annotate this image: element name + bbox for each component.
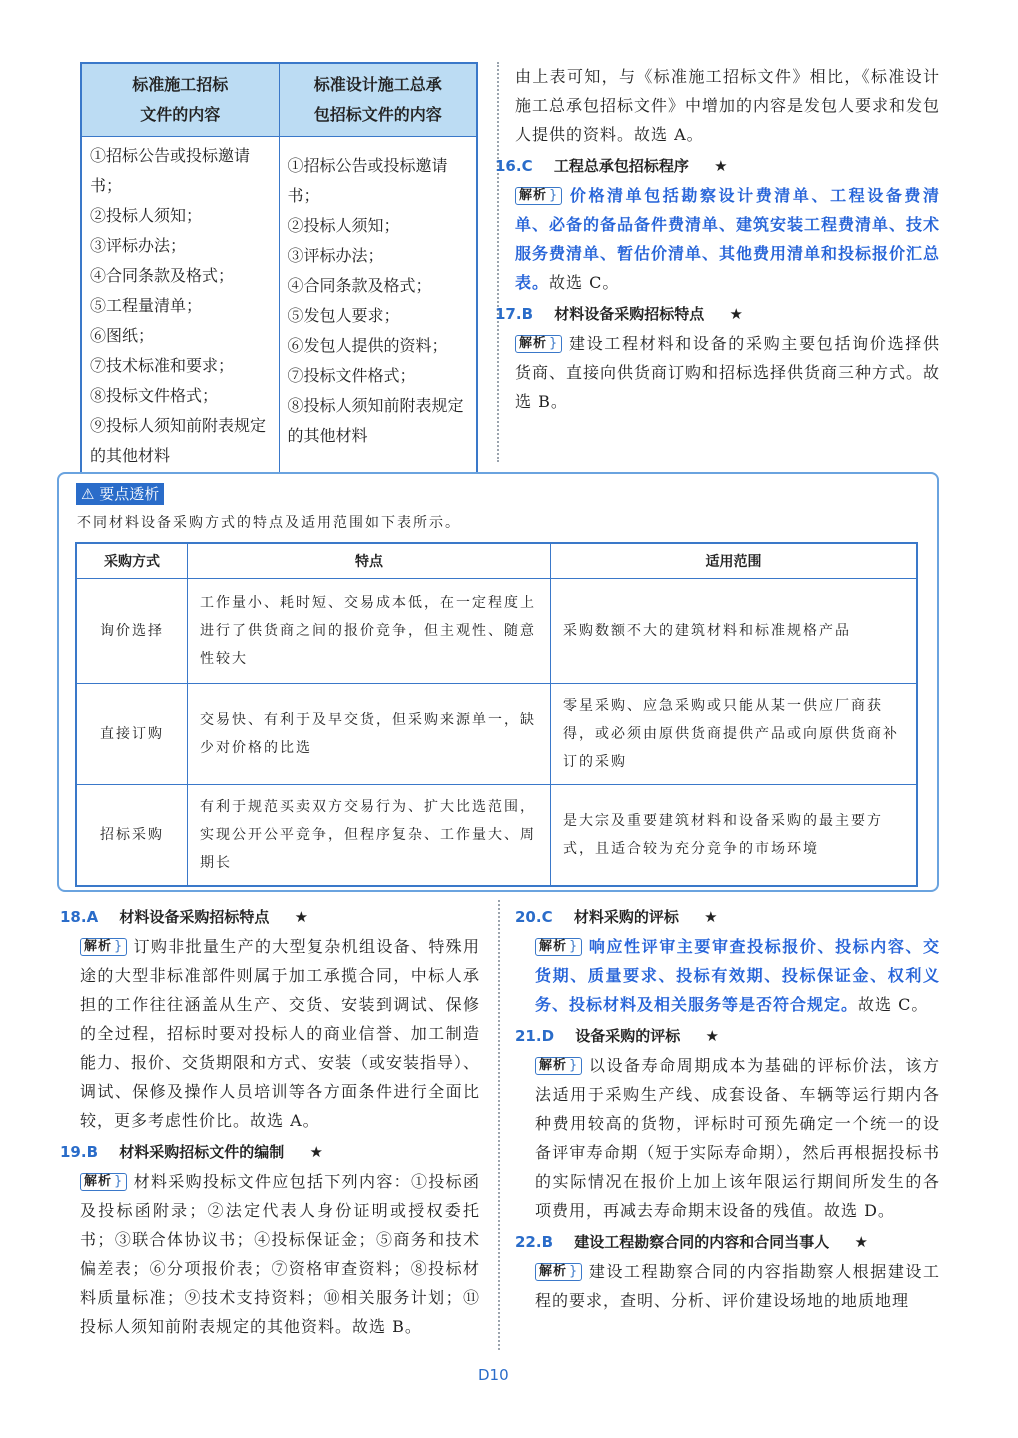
star-icon: ★	[309, 1143, 323, 1161]
answer-number: 18.A	[60, 908, 99, 926]
question-topic: 材料设备采购招标特点	[119, 908, 270, 926]
comparison-header-1	[81, 63, 279, 137]
analysis	[515, 329, 940, 416]
list-item: ⑥发包人提供的资料；	[287, 336, 448, 355]
question-16	[495, 151, 941, 297]
list-item: ③评标办法；	[90, 236, 187, 255]
question-topic: 设备采购的评标	[575, 1027, 681, 1045]
question-heading	[60, 1137, 480, 1167]
list-item: ⑨投标人须知前附表规定的其他材料	[90, 416, 267, 465]
analysis-tag: 解析 }	[515, 187, 562, 205]
answer-number: 19.B	[60, 1143, 99, 1161]
highlight-text: 价格清单包括勘察设计费清单、工程设备费清单、必备的备品备件费清单、建筑安装工程费清单、技术服务费清单、暂估价清单、其他费用清单和投标报价汇总表。	[515, 186, 941, 292]
list-item: ⑤工程量清单；	[90, 296, 203, 315]
header-line: 文件的内容	[140, 105, 221, 124]
question-heading	[60, 902, 480, 932]
answer-text: 建设工程勘察合同的内容指勘察人根据建设工程的要求，查明、分析、评价建设场地的地质地理	[535, 1262, 940, 1310]
answer-text: 故选 C。	[549, 273, 620, 292]
q15-conclusion: 由上表可知，与《标准施工招标文件》相比，《标准设计施工总承包招标文件》中增加的内容是发包人要求和发包人提供的资料。故选 A。	[515, 67, 941, 144]
analysis	[535, 1257, 940, 1315]
answer-text: 以设备寿命周期成本为基础的评标价法，该方法适用于采购生产线、成套设备、车辆等运行期内各种费用较高的货物，评标时可预先确定一个统一的设备评审寿命期（短于实际寿命期），然后再根据投标书的实际情况在报价上加上该年限运行期间所发生的各项费用，再减去寿命期末设备的残值。故选 D。	[535, 1056, 940, 1220]
comparison-col-1	[81, 137, 279, 477]
analysis	[80, 932, 480, 1135]
answer-number: 16.C	[495, 157, 533, 175]
question-19	[60, 1137, 480, 1341]
answers-top-right	[495, 62, 941, 418]
analysis-tag: 解析 }	[80, 1173, 127, 1191]
question-heading	[515, 902, 940, 932]
page-number: D10	[478, 1366, 509, 1384]
table-cell: 零星采购、应急采购或只能从某一供应厂商获得，或必须由原供货商提供产品或向原供货商补订的采购	[551, 684, 918, 785]
list-item: ③评标办法；	[287, 246, 384, 265]
column-divider	[498, 900, 500, 1350]
table-cell: 有利于规范买卖双方交易行为、扩大比选范围，实现公开公平竞争，但程序复杂、工作量大、周期长	[188, 785, 551, 887]
list-item: ④合同条款及格式；	[90, 266, 235, 285]
analysis-tag: 解析 }	[535, 938, 582, 956]
table-cell: 交易快、有利于及早交货，但采购来源单一，缺少对价格的比选	[188, 684, 551, 785]
comparison-col-2	[279, 137, 477, 477]
analysis	[535, 932, 940, 1019]
star-icon: ★	[704, 908, 718, 926]
list-item: ⑥图纸；	[90, 326, 155, 345]
table-cell: 招标采购	[76, 785, 188, 887]
analysis-tag: 解析 }	[535, 1057, 582, 1075]
header-line: 包招标文件的内容	[313, 105, 442, 124]
question-topic: 建设工程勘察合同的内容和合同当事人	[574, 1233, 830, 1251]
analysis	[535, 1051, 940, 1225]
analysis-tag: 解析 }	[515, 335, 562, 353]
list-item: ①招标公告或投标邀请书；	[287, 156, 448, 205]
comparison-table	[80, 62, 478, 477]
table-header: 特点	[188, 543, 551, 579]
question-heading	[495, 151, 940, 181]
question-heading	[515, 1227, 940, 1257]
analysis	[515, 181, 940, 297]
answer-number: 22.B	[515, 1233, 554, 1251]
answer-number: 20.C	[515, 908, 553, 926]
question-heading	[515, 1021, 940, 1051]
table-cell: 采购数额不大的建筑材料和标准规格产品	[551, 579, 918, 684]
answer-number: 17.B	[495, 305, 534, 323]
key-points-badge	[76, 483, 164, 505]
list-item: ④合同条款及格式；	[287, 276, 432, 295]
star-icon: ★	[705, 1027, 719, 1045]
star-icon: ★	[729, 305, 743, 323]
table-cell: 询价选择	[76, 579, 188, 684]
table-cell: 直接订购	[76, 684, 188, 785]
list-item: ⑤发包人要求；	[287, 306, 400, 325]
question-21	[515, 1021, 940, 1225]
comparison-section	[80, 62, 480, 477]
analysis-tag: 解析 }	[80, 938, 127, 956]
answers-bottom-left	[60, 902, 481, 1343]
question-topic: 材料采购招标文件的编制	[119, 1143, 285, 1161]
question-topic: 材料采购的评标	[573, 908, 679, 926]
table-cell: 工作量小、耗时短、交易成本低，在一定程度上进行了供货商之间的报价竞争，但主观性、随意性较大	[188, 579, 551, 684]
table-cell: 是大宗及重要建筑材料和设备采购的最主要方式，且适合较为充分竞争的市场环境	[551, 785, 918, 887]
header-line: 标准设计施工总承	[313, 75, 442, 94]
analysis	[80, 1167, 480, 1341]
list-item: ⑦技术标准和要求；	[90, 356, 235, 375]
answer-text: 订购非批量生产的大型复杂机组设备、特殊用途的大型非标准部件则属于加工承揽合同，中标人承担的工作往往涵盖从生产、交货、安装到调试、保修的全过程，招标时要对投标人的商业信誉、加工制造能力、报价、交货期限和方式、安装（或安装指导）、调试、保修及操作人员培训等各方面条件进行全面比较，更多考虑性价比。故选 A。	[80, 937, 481, 1130]
question-topic: 材料设备采购招标特点	[554, 305, 705, 323]
key-points-intro: 不同材料设备采购方式的特点及适用范围如下表所示。	[77, 515, 461, 531]
question-20	[515, 902, 940, 1019]
key-points-box	[57, 472, 939, 892]
highlight-text: 响应性评审主要审查投标报价、投标内容、交货期、质量要求、投标有效期、投标保证金、权利义务、投标材料及相关服务等是否符合规定。	[535, 937, 940, 1014]
procurement-methods-table	[75, 542, 918, 887]
question-18	[60, 902, 481, 1135]
header-line: 标准施工招标	[132, 75, 229, 94]
question-17	[495, 299, 941, 416]
analysis-tag: 解析 }	[535, 1263, 582, 1281]
table-row	[76, 684, 917, 785]
warning-triangle-icon: ⚠	[81, 485, 95, 503]
badge-label: 要点透析	[99, 485, 160, 503]
table-row	[76, 579, 917, 684]
question-22	[515, 1227, 940, 1315]
comparison-header-2	[279, 63, 477, 137]
list-item: ①招标公告或投标邀请书；	[90, 146, 251, 195]
question-topic: 工程总承包招标程序	[553, 157, 689, 175]
answer-number: 21.D	[515, 1027, 555, 1045]
star-icon: ★	[294, 908, 309, 926]
table-row	[76, 785, 917, 887]
table-header: 适用范围	[551, 543, 918, 579]
star-icon: ★	[714, 157, 728, 175]
list-item: ②投标人须知；	[90, 206, 203, 225]
answer-text: 材料采购投标文件应包括下列内容：①投标函及投标函附录；②法定代表人身份证明或授权委托书；③联合体协议书；④投标保证金；⑤商务和技术偏差表；⑥分项报价表；⑦资格审查资料；⑧投标材料质量标准；⑨技术支持资料；⑩相关服务计划；⑪投标人须知前附表规定的其他资料。故选 B。	[80, 1172, 480, 1336]
list-item: ⑧投标文件格式；	[90, 386, 219, 405]
list-item: ⑧投标人须知前附表规定的其他材料	[287, 396, 464, 445]
question-heading	[495, 299, 940, 329]
answers-bottom-right	[515, 902, 940, 1317]
column-divider	[497, 62, 499, 462]
list-item: ⑦投标文件格式；	[287, 366, 416, 385]
star-icon: ★	[854, 1233, 868, 1251]
table-header: 采购方式	[76, 543, 188, 579]
answer-text: 建设工程材料和设备的采购主要包括询价选择供货商、直接向供货商订购和招标选择供货商三种方式。故选 B。	[515, 334, 941, 411]
answer-text: 故选 C。	[858, 995, 929, 1014]
list-item: ②投标人须知；	[287, 216, 400, 235]
